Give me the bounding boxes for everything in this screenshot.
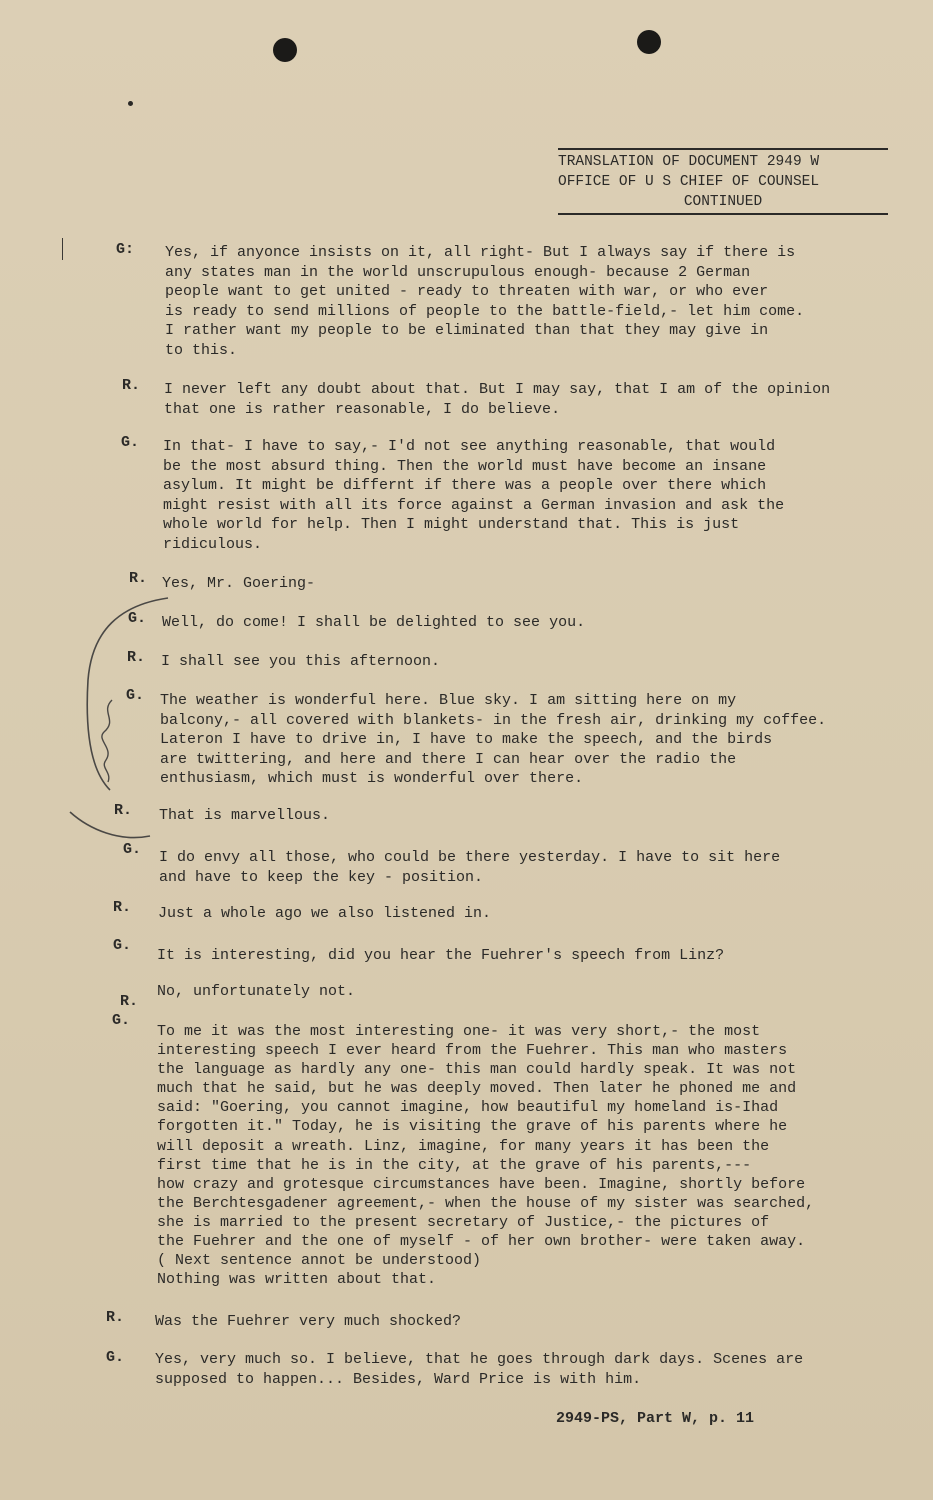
speaker-label: R. [114, 802, 133, 819]
speaker-label: G. [106, 1349, 125, 1366]
margin-mark [62, 238, 63, 260]
dialogue-text: It is interesting, did you hear the Fuehrer's speech from Linz? [157, 947, 725, 964]
header-title: TRANSLATION OF DOCUMENT 2949 W [558, 154, 820, 170]
dialogue-text: Was the Fuehrer very much shocked? [155, 1313, 462, 1330]
speaker-label: R. [120, 993, 139, 1010]
page-footer: 2949-PS, Part W, p. 11 [556, 1410, 755, 1427]
speaker-label: G. [113, 937, 132, 954]
speaker-label: G: [116, 241, 135, 258]
punch-hole-left [273, 38, 297, 62]
speaker-label: R. [113, 899, 132, 916]
dialogue-text: That is marvellous. [159, 807, 331, 824]
speaker-label: G. [112, 1012, 131, 1029]
dialogue-text: To me it was the most interesting one- it was very short,- the most interesting speech I ever heard from the Fuehrer. This man who masters the language as hardly any one- this man could hardly speak. It was not much that he said, but he was deeply moved. Then later he phoned me and said: "Goering, you cannot imagine, how beautiful my homeland is-Ihad forgotten it." Today, he is visiting the grave of his parents where he will deposit a wreath. Linz, imagine, for many years it has been the first time that he is in the city, at the grave of his parents,--- how crazy and grotesque circumstances have been. Imagine, shortly before the Berchtesgadener agreement,- when the house of my sister was searched, she is married to the present secretary of Justice,- the pictures of the Fuehrer and the one of myself - of her own brother- were taken away. ( Next sentence annot be understood) Nothing was written about that. [157, 1023, 815, 1289]
ink-speck [128, 101, 133, 106]
document-header [558, 148, 888, 215]
dialogue-text: Well, do come! I shall be delighted to see you. [162, 614, 586, 631]
dialogue-text: I shall see you this afternoon. [161, 653, 441, 670]
dialogue-text: No, unfortunately not. [157, 983, 356, 1000]
speaker-label: R. [127, 649, 146, 666]
speaker-label: G. [126, 687, 145, 704]
dialogue-text: In that- I have to say,- I'd not see anything reasonable, that would be the most absurd thing. Then the world must have become an insane asylum. It might be differnt if there was a people over there which might resist with all its force against a German invasion and ask the whole world for help. Then I might understand that. This is just ridiculous. [163, 438, 785, 553]
header-top-rule [558, 148, 888, 150]
speaker-label: R. [129, 570, 148, 587]
dialogue-text: Yes, very much so. I believe, that he goes through dark days. Scenes are supposed to happen... Besides, Ward Price is with him. [155, 1351, 804, 1388]
header-office: OFFICE OF U S CHIEF OF COUNSEL [558, 174, 820, 190]
dialogue-text: I never left any doubt about that. But I may say, that I am of the opinion that one is rather reasonable, I do believe. [164, 381, 831, 418]
header-bottom-rule [558, 213, 888, 215]
speaker-label: R. [106, 1309, 125, 1326]
punch-hole-right [637, 30, 661, 54]
dialogue-text: Yes, if anyonce insists on it, all right- But I always say if there is any states man in the world unscrupulous enough- because 2 German people want to get united - ready to threaten with war, or who ever is ready to send millions of people to the battle-field,- let him come. I rather want my people to be eliminated than that they may give in to this. [165, 244, 805, 359]
dialogue-text: Just a whole ago we also listened in. [158, 905, 492, 922]
dialogue-text: The weather is wonderful here. Blue sky. I am sitting here on my balcony,- all covered with blankets- in the fresh air, drinking my coffee. Lateron I have to drive in, I have to make the speech, and the birds are twittering, and here and there I can hear over the radio the enthusiasm, which must is wonderful over there. [160, 692, 827, 787]
speaker-label: G. [123, 841, 142, 858]
dialogue-text: I do envy all those, who could be there yesterday. I have to sit here and have to keep the key - position. [159, 849, 781, 886]
header-continued: CONTINUED [683, 194, 763, 210]
speaker-label: G. [121, 434, 140, 451]
speaker-label: R. [122, 377, 141, 394]
pencil-underline-mark [70, 812, 150, 838]
pencil-initials-mark [102, 700, 112, 782]
dialogue-text: Yes, Mr. Goering- [162, 575, 316, 592]
speaker-label: G. [128, 610, 147, 627]
